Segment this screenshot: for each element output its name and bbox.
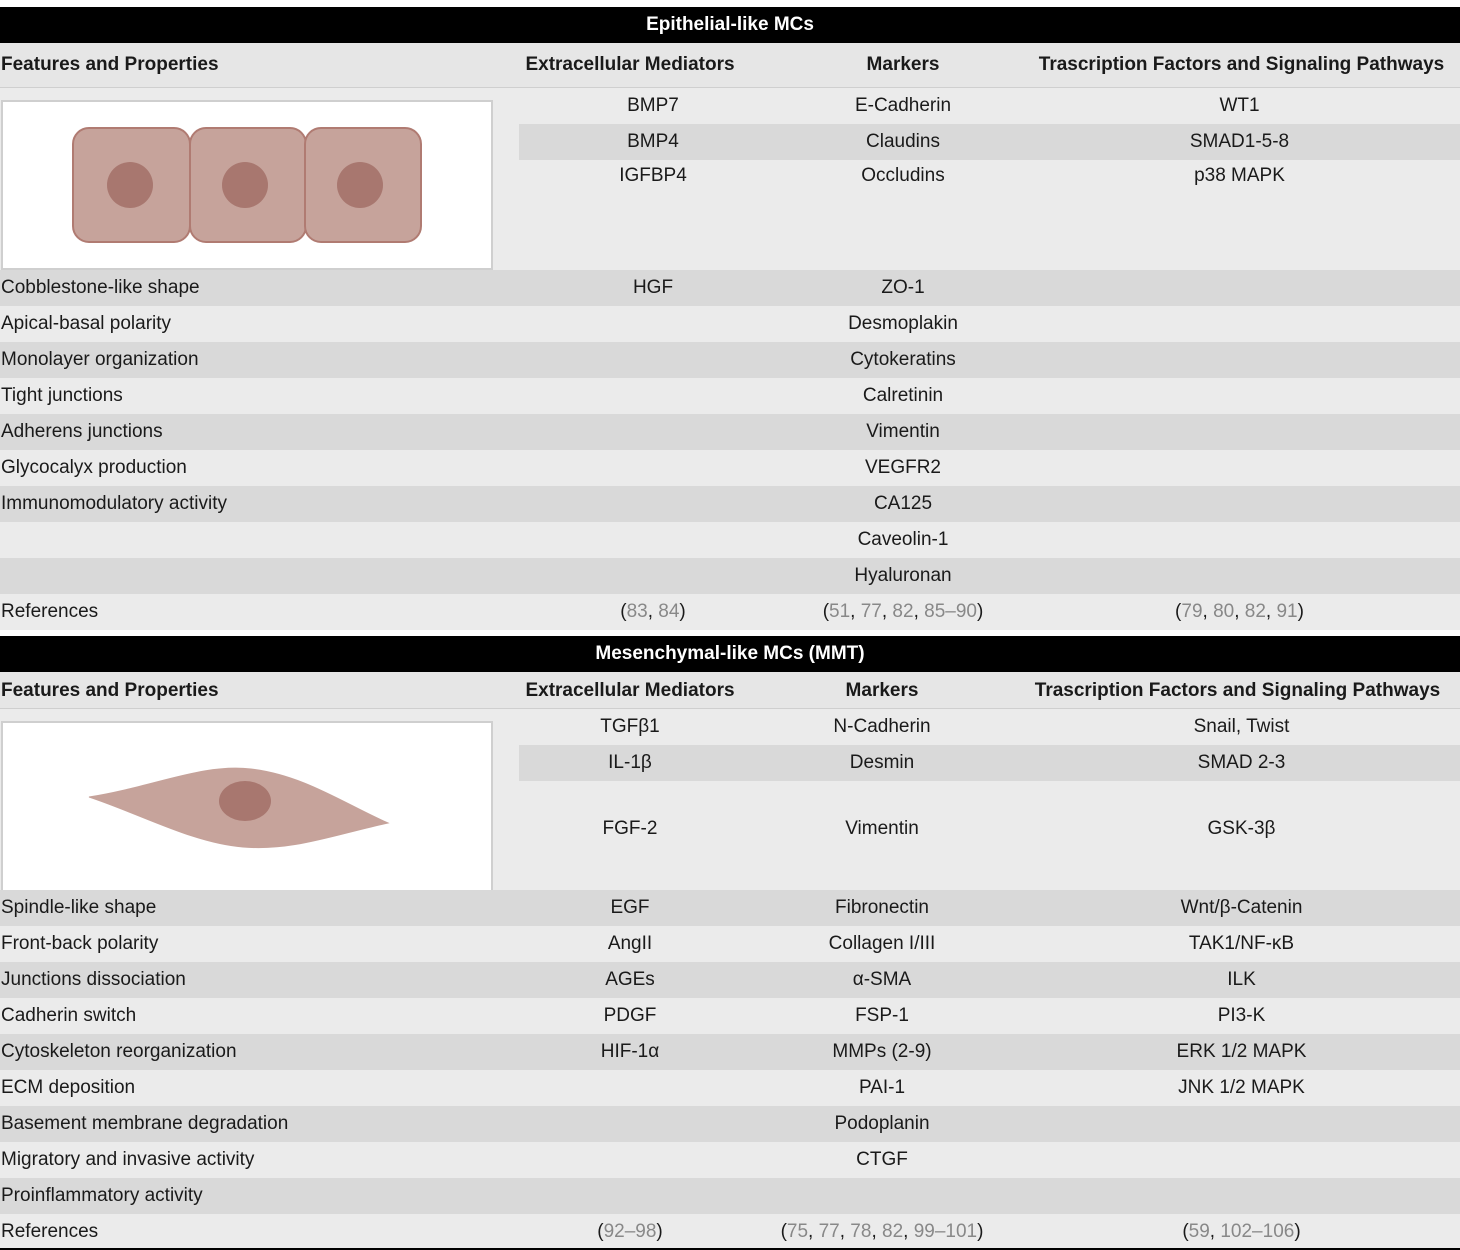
table-row (0, 270, 1460, 306)
marker-cell: Hyaluronan (854, 565, 952, 586)
pathway-cell (1019, 414, 1460, 450)
pathway-cell (1019, 486, 1460, 522)
table-row (0, 414, 1460, 450)
marker-cell: E-Cadherin (854, 95, 952, 116)
mediator-cell (519, 1142, 741, 1178)
table-row (0, 522, 1460, 558)
reference-link[interactable]: 75 (786, 1221, 809, 1242)
table-row (0, 450, 1460, 486)
pathway-cell (1023, 1106, 1460, 1142)
reference-link[interactable]: 82 (892, 601, 914, 622)
marker-cell: Calretinin (862, 385, 944, 406)
mediator-cell (519, 522, 787, 558)
reference-link[interactable]: 82 (1244, 601, 1266, 622)
pathway-cell: PI3-K (1217, 1005, 1266, 1026)
table-row (519, 158, 1460, 194)
reference-link[interactable]: 77 (818, 1221, 840, 1242)
marker-cell: Occludins (861, 165, 945, 186)
pathway-cell: Snail, Twist (1193, 716, 1290, 737)
reference-link[interactable]: 78 (850, 1221, 872, 1242)
marker-cell: Vimentin (845, 818, 919, 839)
header-pathways: Trascription Factors and Signaling Pathways (1038, 54, 1445, 75)
feature-cell: Migratory and invasive activity (1, 1149, 255, 1170)
table-row (519, 709, 1460, 745)
header-mediators: Extracellular Mediators (525, 680, 735, 701)
mediator-cell: AngII (607, 933, 653, 954)
reference-link[interactable]: 77 (860, 601, 882, 622)
references-mediators: (92–98) (597, 1221, 663, 1242)
feature-cell: Immunomodulatory activity (1, 493, 227, 514)
references-row (0, 1214, 1460, 1250)
mediator-cell (519, 558, 787, 594)
marker-cell: VEGFR2 (864, 457, 942, 478)
reference-link[interactable]: 92–98 (603, 1221, 657, 1242)
mediator-cell (519, 1070, 741, 1106)
marker-cell: Podoplanin (834, 1113, 930, 1134)
marker-cell: Collagen I/III (828, 933, 936, 954)
mediator-cell: HIF-1α (600, 1041, 660, 1062)
pathway-cell: JNK 1/2 MAPK (1178, 1077, 1305, 1098)
mediator-cell: HGF (632, 277, 674, 298)
reference-link[interactable]: 83 (626, 601, 648, 622)
pathway-cell (1019, 270, 1460, 306)
feature-cell: ECM deposition (1, 1077, 136, 1098)
table-row (0, 926, 1460, 962)
marker-cell: Cytokeratins (850, 349, 956, 370)
references-pathways: (59, 102–106) (1182, 1221, 1301, 1242)
mediator-cell: BMP7 (627, 95, 679, 116)
illustration-block (0, 88, 1460, 270)
table-row (0, 1106, 1460, 1142)
header-markers: Markers (845, 680, 919, 701)
mediator-cell (519, 414, 787, 450)
pathway-cell (1019, 450, 1460, 486)
section-title: Mesenchymal-like MCs (MMT) (0, 636, 1460, 672)
header-markers: Markers (866, 54, 940, 75)
reference-link[interactable]: 51 (829, 601, 851, 622)
table-row (0, 890, 1460, 926)
marker-cell: Desmoplakin (848, 313, 958, 334)
table-row (519, 811, 1460, 847)
pathway-cell (1019, 558, 1460, 594)
marker-cell: ZO-1 (881, 277, 925, 298)
column-header-row (0, 43, 1460, 88)
table-row (519, 745, 1460, 781)
feature-cell: Tight junctions (1, 385, 123, 406)
reference-link[interactable]: 59 (1188, 1221, 1210, 1242)
reference-link[interactable]: 82 (882, 1221, 904, 1242)
mediator-cell: BMP4 (627, 131, 679, 152)
mediator-cell (519, 378, 787, 414)
marker-cell: FSP-1 (855, 1005, 909, 1026)
mesenchymal-cell-illustration (1, 721, 493, 892)
references-label: References (1, 1221, 99, 1242)
feature-cell: Proinflammatory activity (1, 1185, 203, 1206)
references-label: References (1, 601, 99, 622)
illustration-block (0, 709, 1460, 890)
table-row (519, 88, 1460, 124)
pathway-cell: TAK1/NF-κB (1188, 933, 1295, 954)
references-markers: (75, 77, 78, 82, 99–101) (780, 1221, 984, 1242)
epithelial-section (0, 7, 1460, 630)
marker-cell: Caveolin-1 (857, 529, 949, 550)
feature-cell: Cobblestone-like shape (1, 277, 200, 298)
mediator-cell: EGF (610, 897, 650, 918)
cobblestone-cells-icon (3, 102, 491, 268)
pathway-cell: GSK-3β (1207, 818, 1276, 839)
marker-cell: CA125 (873, 493, 933, 514)
pathway-cell: WT1 (1219, 95, 1260, 116)
table-row (0, 342, 1460, 378)
marker-cell: PAI-1 (858, 1077, 906, 1098)
header-features: Features and Properties (1, 54, 219, 75)
reference-link[interactable]: 80 (1213, 601, 1235, 622)
header-features: Features and Properties (1, 680, 219, 701)
pathway-cell (1019, 306, 1460, 342)
reference-link[interactable]: 79 (1181, 601, 1203, 622)
table-row (0, 998, 1460, 1034)
mediator-cell: IL-1β (608, 752, 652, 773)
header-mediators: Extracellular Mediators (525, 54, 735, 75)
table-row (0, 1034, 1460, 1070)
feature-cell: Basement membrane degradation (1, 1113, 289, 1134)
marker-cell: Vimentin (866, 421, 940, 442)
marker-cell (741, 1178, 1023, 1214)
reference-link[interactable]: 85–90 (924, 601, 977, 622)
pathway-cell: SMAD1-5-8 (1189, 131, 1290, 152)
table-row (0, 1142, 1460, 1178)
reference-link[interactable]: 102–106 (1220, 1221, 1295, 1242)
section-title: Epithelial-like MCs (0, 7, 1460, 43)
table-row (519, 124, 1460, 160)
references-mediators: (83, 84) (620, 601, 686, 622)
pathway-cell: ERK 1/2 MAPK (1176, 1041, 1307, 1062)
mediator-cell: IGFBP4 (619, 165, 687, 186)
marker-cell: Fibronectin (835, 897, 929, 918)
feature-cell: Cytoskeleton reorganization (1, 1041, 237, 1062)
table-row (0, 486, 1460, 522)
pathway-cell: SMAD 2-3 (1197, 752, 1286, 773)
marker-cell: Claudins (866, 131, 940, 152)
mediator-cell (519, 1106, 741, 1142)
feature-cell: Front-back polarity (1, 933, 159, 954)
pathway-cell: ILK (1227, 969, 1256, 990)
table-row (0, 306, 1460, 342)
reference-link[interactable]: 84 (658, 601, 680, 622)
table-row (0, 378, 1460, 414)
references-row (0, 594, 1460, 630)
marker-cell: α-SMA (852, 969, 912, 990)
mesenchymal-section (0, 636, 1460, 1250)
pathway-cell (1019, 378, 1460, 414)
mediator-cell: TGFβ1 (600, 716, 660, 737)
feature-cell: Adherens junctions (1, 421, 163, 442)
reference-link[interactable]: 99–101 (913, 1221, 978, 1242)
marker-cell: Desmin (849, 752, 915, 773)
mediator-cell (519, 342, 787, 378)
spindle-cell-icon (3, 723, 491, 890)
table-row (0, 1178, 1460, 1214)
table-row (0, 1070, 1460, 1106)
mediator-cell: PDGF (603, 1005, 657, 1026)
feature-cell: Glycocalyx production (1, 457, 187, 478)
mediator-cell: AGEs (605, 969, 655, 990)
feature-cell: Spindle-like shape (1, 897, 157, 918)
reference-link[interactable]: 91 (1276, 601, 1298, 622)
mediator-cell (519, 306, 787, 342)
feature-cell: Junctions dissociation (1, 969, 186, 990)
pathway-cell (1023, 1178, 1460, 1214)
header-pathways: Trascription Factors and Signaling Pathways (1034, 680, 1441, 701)
pathway-cell (1019, 342, 1460, 378)
feature-cell: Monolayer organization (1, 349, 199, 370)
marker-cell: MMPs (2-9) (832, 1041, 932, 1062)
table-row (0, 558, 1460, 594)
mediator-cell (519, 450, 787, 486)
feature-cell: Apical-basal polarity (1, 313, 172, 334)
table-row (0, 962, 1460, 998)
mediator-cell: FGF-2 (602, 818, 658, 839)
pathway-cell: p38 MAPK (1194, 165, 1285, 186)
pathway-cell (1019, 522, 1460, 558)
references-pathways: (79, 80, 82, 91) (1175, 601, 1304, 622)
pathway-cell (1023, 1142, 1460, 1178)
mediator-cell (519, 486, 787, 522)
column-header-row (0, 672, 1460, 709)
mediator-cell (519, 1178, 741, 1214)
pathway-cell: Wnt/β-Catenin (1180, 897, 1303, 918)
feature-cell: Cadherin switch (1, 1005, 137, 1026)
epithelial-cell-illustration (1, 100, 493, 270)
marker-cell: N-Cadherin (833, 716, 931, 737)
marker-cell: CTGF (856, 1149, 908, 1170)
references-markers: (51, 77, 82, 85–90) (822, 601, 984, 622)
